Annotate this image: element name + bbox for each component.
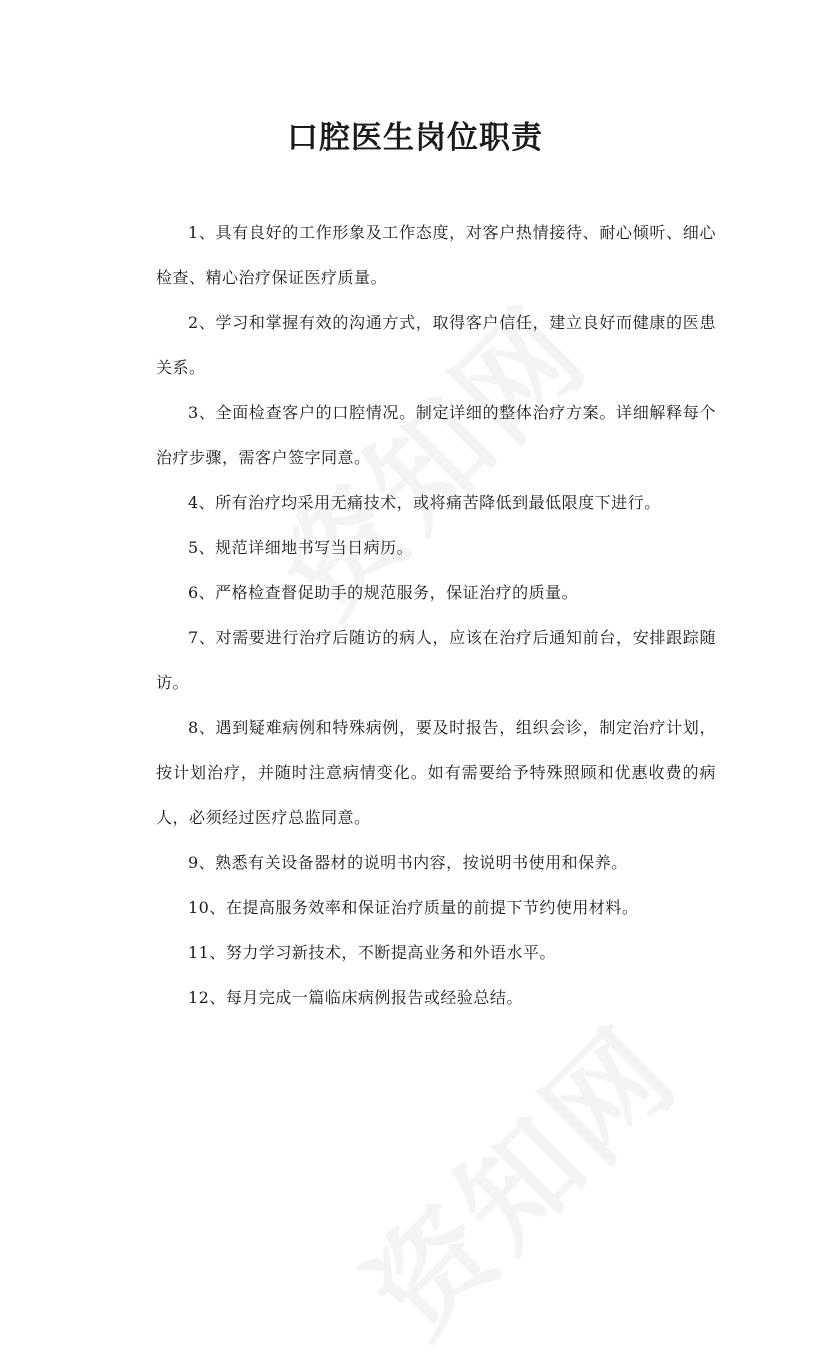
duty-item: 11、努力学习新技术，不断提高业务和外语水平。 bbox=[188, 943, 556, 962]
duty-item: 4、所有治疗均采用无痛技术，或将痛苦降低到最低限度下进行。 bbox=[188, 493, 661, 512]
duty-item: 5、规范详细地书写当日病历。 bbox=[188, 538, 414, 557]
duty-item: 2、学习和掌握有效的沟通方式，取得客户信任，建立良好而健康的医患关系。 bbox=[156, 313, 716, 377]
duty-item: 12、每月完成一篇临床病例报告或经验总结。 bbox=[188, 988, 523, 1007]
duty-item: 6、严格检查督促助手的规范服务，保证治疗的质量。 bbox=[188, 583, 579, 602]
duty-item: 9、熟悉有关设备器材的说明书内容，按说明书使用和保养。 bbox=[188, 853, 628, 872]
duty-item: 7、对需要进行治疗后随访的病人，应该在治疗后通知前台，安排跟踪随访。 bbox=[156, 628, 716, 692]
duty-item: 8、遇到疑难病例和特殊病例，要及时报告，组织会诊，制定治疗计划，按计划治疗，并随时注意病情变化。如有需要给予特殊照顾和优惠收费的病人，必须经过医疗总监同意。 bbox=[156, 718, 716, 827]
page-title: 口腔医生岗位职责 bbox=[287, 120, 543, 156]
duty-list bbox=[156, 210, 716, 1020]
watermark bbox=[324, 983, 707, 1366]
duty-item: 10、在提高服务效率和保证治疗质量的前提下节约使用材料。 bbox=[188, 898, 639, 917]
duty-item: 3、全面检查客户的口腔情况。制定详细的整体治疗方案。详细解释每个治疗步骤，需客户签字同意。 bbox=[156, 403, 716, 467]
duty-item: 1、具有良好的工作形象及工作态度，对客户热情接待、耐心倾听、细心检查、精心治疗保证医疗质量。 bbox=[156, 223, 716, 287]
